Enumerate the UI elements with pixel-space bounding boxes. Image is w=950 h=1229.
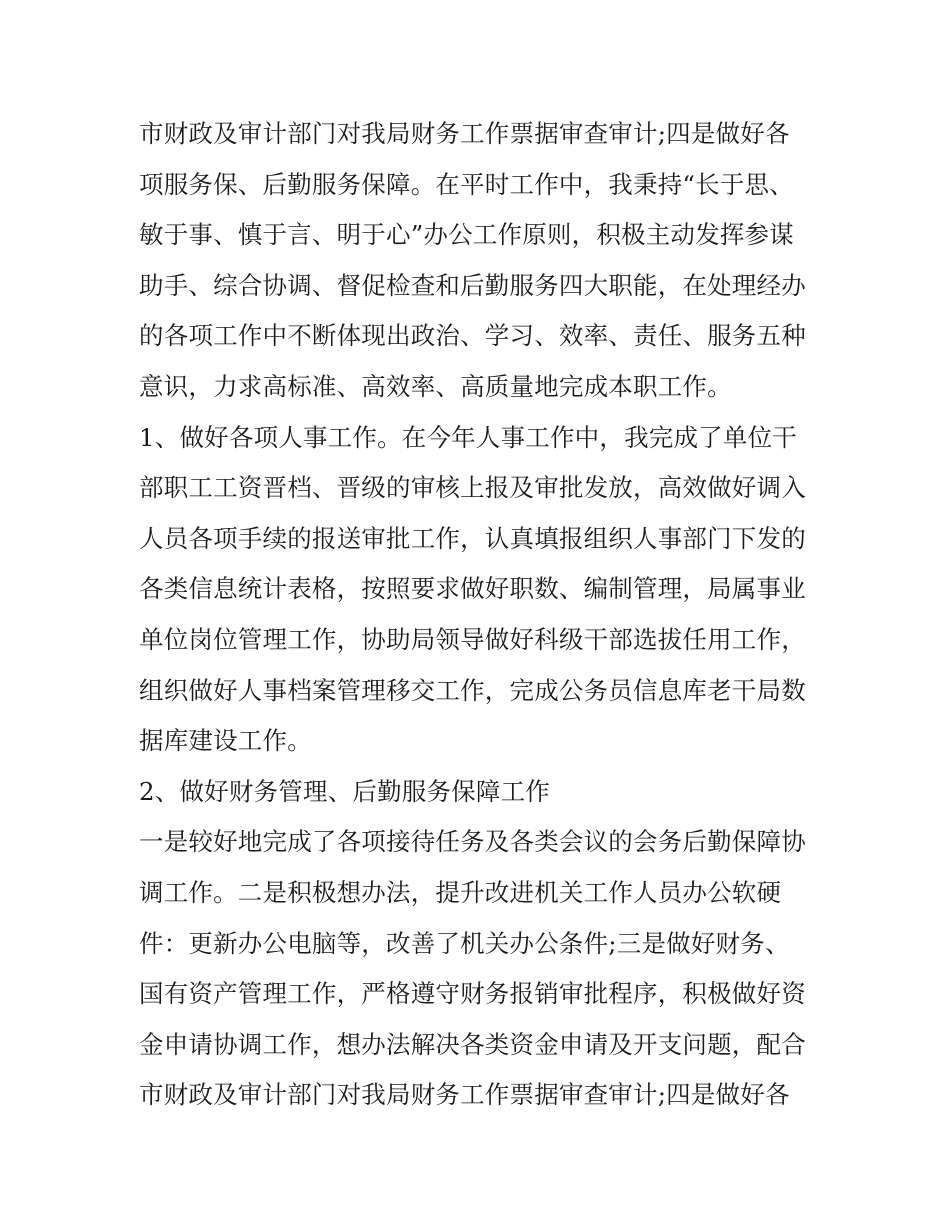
section-2-heading: 2、做好财务管理、后勤服务保障工作 xyxy=(139,776,550,806)
text-line: 金申请协调工作，想办法解决各类资金申请及开支问题，配合 xyxy=(139,1029,806,1059)
text-line: 人员各项手续的报送审批工作，认真填报组织人事部门下发的 xyxy=(139,523,806,553)
text-line: 项服务保、后勤服务保障。在平时工作中，我秉持“长于思、 xyxy=(139,169,794,199)
text-line: 部职工工资晋档、晋级的审核上报及审批发放，高效做好调入 xyxy=(139,473,806,503)
text-line: 件：更新办公电脑等，改善了机关办公条件;三是做好财务、 xyxy=(139,928,790,958)
text-line: 敏于事、慎于言、明于心”办公工作原则，积极主动发挥参谋 xyxy=(139,220,794,250)
text-line: 助手、综合协调、督促检查和后勤服务四大职能，在处理经办 xyxy=(139,270,806,300)
text-line: 调工作。二是积极想办法，提升改进机关工作人员办公软硬 xyxy=(139,877,782,907)
text-line: 组织做好人事档案管理移交工作，完成公务员信息库老干局数 xyxy=(139,675,806,705)
text-line: 据库建设工作。 xyxy=(139,726,312,756)
text-line: 各类信息统计表格，按照要求做好职数、编制管理，局属事业 xyxy=(139,574,806,604)
text-line: 单位岗位管理工作，协助局领导做好科级干部选拔任用工作， xyxy=(139,624,806,654)
document-body xyxy=(139,109,819,1121)
text-line: 的各项工作中不断体现出政治、学习、效率、责任、服务五种 xyxy=(139,321,806,351)
section-1-heading-line: 1、做好各项人事工作。在今年人事工作中，我完成了单位干 xyxy=(139,422,797,452)
text-line: 一是较好地完成了各项接待任务及各类会议的会务后勤保障协 xyxy=(139,827,806,857)
text-line: 国有资产管理工作，严格遵守财务报销审批程序，积极做好资 xyxy=(139,979,806,1009)
text-line: 市财政及审计部门对我局财务工作票据审查审计;四是做好各 xyxy=(139,1080,790,1110)
text-line: 意识，力求高标准、高效率、高质量地完成本职工作。 xyxy=(139,371,732,401)
text-line: 市财政及审计部门对我局财务工作票据审查审计;四是做好各 xyxy=(139,119,790,148)
